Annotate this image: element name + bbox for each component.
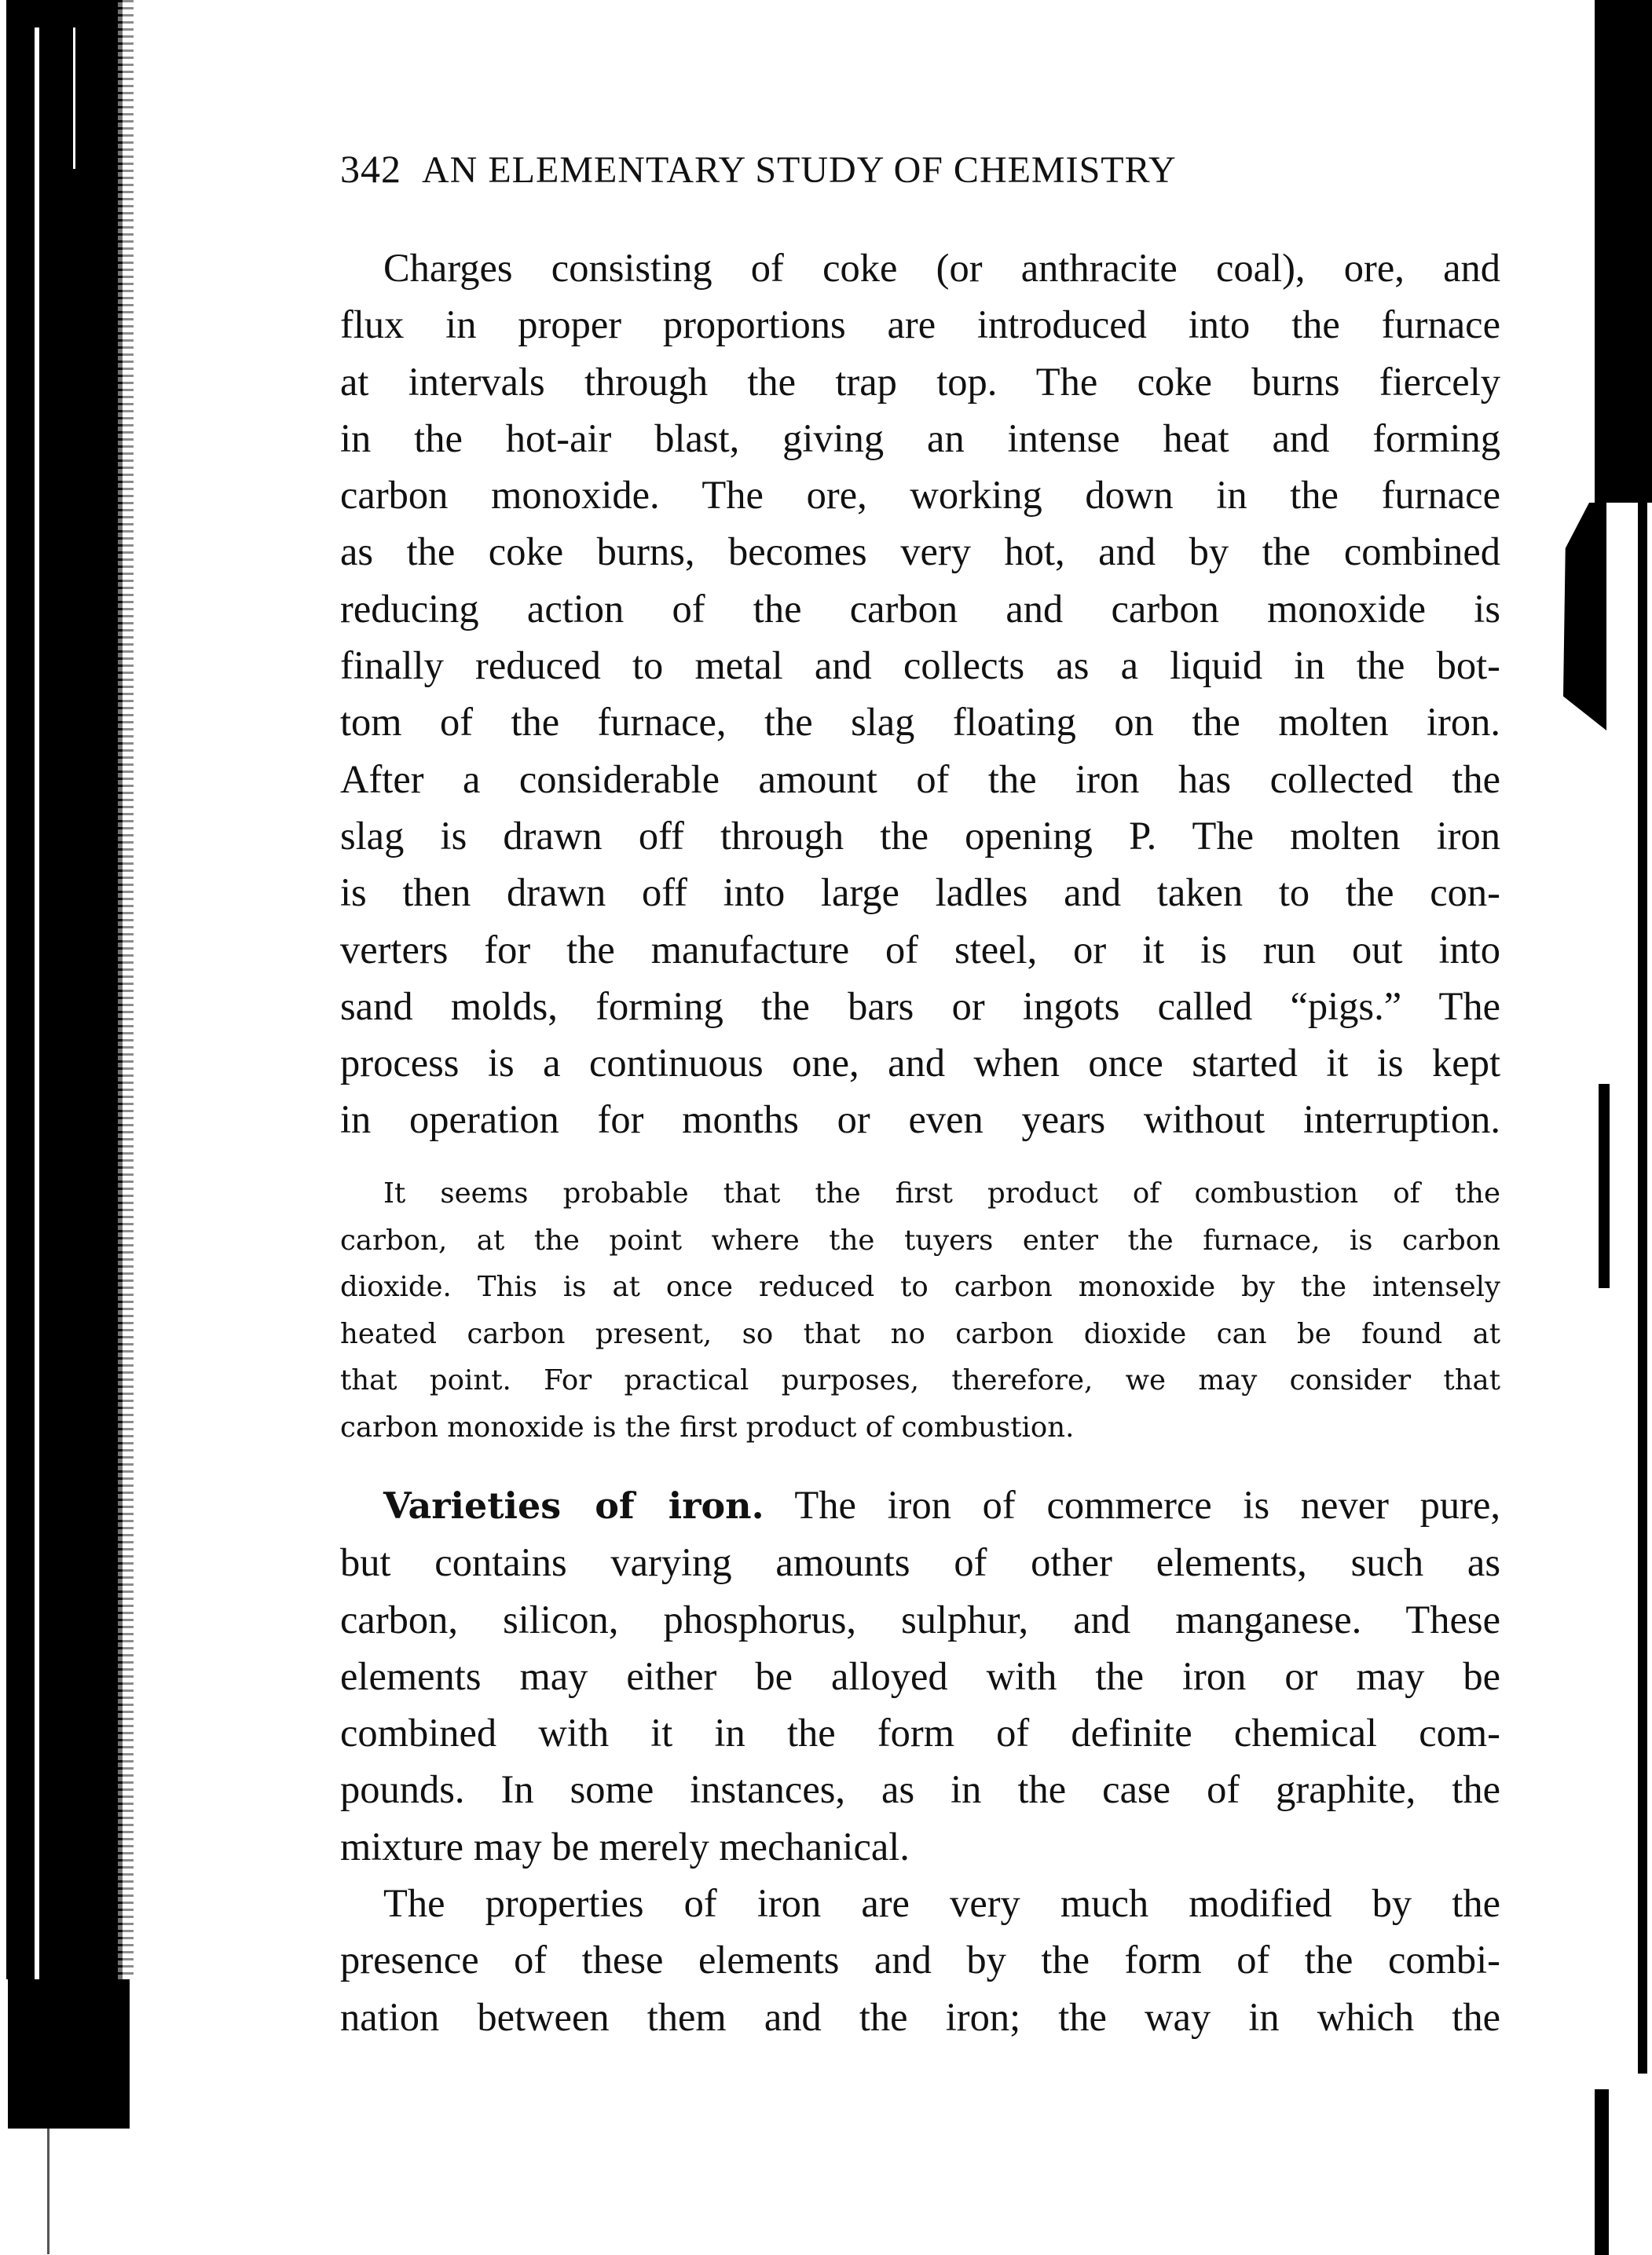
scan-edge-right-bottom: [1595, 2089, 1609, 2255]
text-line-rest: The iron of commerce is never pure,: [764, 1483, 1500, 1527]
text-line: finally reduced to metal and collects as a liquid in the bot-: [340, 643, 1500, 688]
text-line: but contains varying amounts of other elements, such as: [340, 1540, 1500, 1585]
running-header: [340, 146, 1500, 192]
scan-edge-right-top: [1595, 0, 1652, 503]
text-line: tom of the furnace, the slag floating on the molten iron.: [340, 700, 1500, 745]
text-line: slag is drawn off through the opening P. The molten iron: [340, 813, 1500, 858]
text-line: as the coke burns, becomes very hot, and by the combined: [340, 529, 1500, 574]
text-line: combined with it in the form of definite chemical com-: [340, 1711, 1500, 1755]
text-line: verters for the manufacture of steel, or it is run out into: [340, 927, 1500, 972]
scan-edge-right-notch: [1563, 503, 1606, 730]
text-line: mixture may be merely mechanical.: [340, 1824, 910, 1869]
text-line: in operation for months or even years without interruption.: [340, 1097, 1500, 1142]
note-line: carbon monoxide is the first product of combustion.: [340, 1411, 1075, 1444]
text-line: [340, 1477, 1500, 1534]
scan-edge-fray: [118, 0, 134, 2255]
text-line: process is a continuous one, and when once started it is kept: [340, 1041, 1500, 1085]
binding-shadow-left-lower: [0, 1979, 137, 2255]
text-line: carbon monoxide. The ore, working down in the furnace: [340, 473, 1500, 518]
text-line: carbon, silicon, phosphorus, sulphur, and manganese. These: [340, 1597, 1500, 1642]
scan-edge-right-mark: [1599, 1084, 1610, 1288]
small-print-note: [340, 1170, 1500, 1451]
note-line: carbon, at the point where the tuyers enter the furnace, is carbon: [340, 1224, 1500, 1257]
text-line: presence of these elements and by the form of the combi-: [340, 1938, 1500, 1982]
text-line: pounds. In some instances, as in the case of graphite, the: [340, 1767, 1500, 1812]
paragraph-blast-furnace: [340, 240, 1500, 1148]
running-title: AN ELEMENTARY STUDY OF CHEMISTRY: [422, 149, 1177, 191]
note-line: that point. For practical purposes, therefore, we may consider that: [340, 1364, 1500, 1397]
text-line: in the hot-air blast, giving an intense heat and forming: [340, 415, 1500, 460]
note-line: heated carbon present, so that no carbon dioxide can be found at: [340, 1317, 1500, 1350]
text-line: nation between them and the iron; the way in which the: [340, 1994, 1500, 2039]
scan-edge-right-strip: [1638, 503, 1647, 2074]
binding-shadow-left: [6, 0, 123, 2255]
text-line: flux in proper proportions are introduced into the furnace: [340, 302, 1500, 347]
text-line: reducing action of the carbon and carbon monoxide is: [340, 586, 1500, 631]
text-line: elements may either be alloyed with the iron or may be: [340, 1653, 1500, 1698]
section-varieties-of-iron: [340, 1477, 1500, 2045]
text-line: Charges consisting of coke (or anthracite coal), ore, and: [383, 246, 1500, 290]
page-number: 342: [340, 147, 401, 191]
note-line: dioxide. This is at once reduced to carbon monoxide by the intensely: [340, 1271, 1500, 1303]
text-line: sand molds, forming the bars or ingots called “pigs.” The: [340, 983, 1500, 1028]
text-line: The properties of iron are very much modified by the: [383, 1881, 1500, 1926]
section-heading: Varieties of iron.: [383, 1484, 764, 1527]
text-line: After a considerable amount of the iron has collected the: [340, 756, 1500, 801]
text-line: is then drawn off into large ladles and taken to the con-: [340, 870, 1500, 915]
text-line: at intervals through the trap top. The coke burns fiercely: [340, 359, 1500, 404]
note-line: It seems probable that the first product of combustion of the: [383, 1177, 1500, 1210]
